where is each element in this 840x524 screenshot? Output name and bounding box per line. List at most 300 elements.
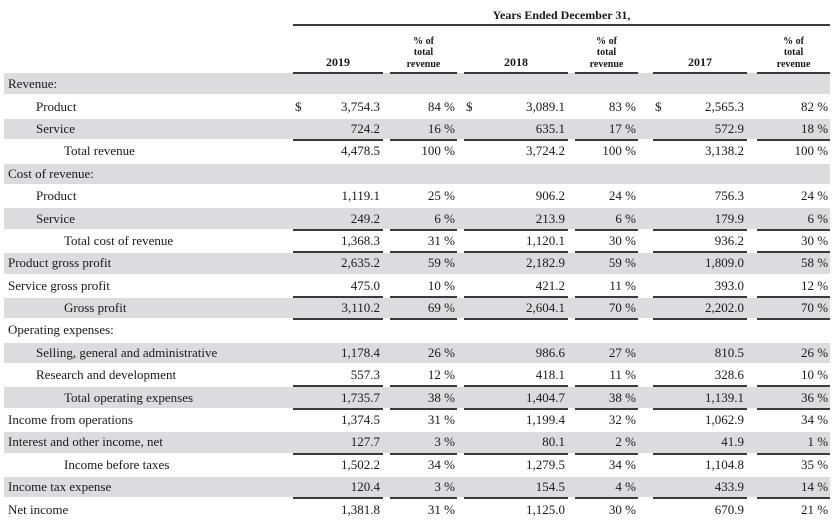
income-statement-table [4, 8, 830, 522]
col-gap [457, 230, 464, 252]
table-row [4, 140, 830, 162]
percent-cell [757, 163, 830, 185]
value-text: 557.3 [350, 367, 380, 383]
col-gap [383, 275, 390, 297]
pct-header-line: revenue [776, 58, 811, 70]
table-row [4, 319, 830, 341]
col-gap [747, 297, 757, 319]
col-gap [747, 163, 757, 185]
value-text: 1,120.1 [526, 232, 565, 248]
col-gap [568, 297, 575, 319]
percent-cell: 26 % [757, 342, 830, 364]
col-header-year-2018: 2018 [464, 25, 568, 73]
value-text: 249.2 [350, 210, 380, 226]
value-text: 3,110.2 [341, 300, 380, 316]
col-gap [638, 431, 653, 453]
value-cell [464, 409, 568, 431]
table-row [4, 230, 830, 252]
col-gap [457, 140, 464, 162]
col-gap [747, 454, 757, 476]
row-label [4, 431, 293, 453]
percent-cell: 34 % [801, 412, 829, 428]
percent-cell: 24 % [608, 188, 636, 204]
col-gap [568, 95, 575, 117]
value-cell [293, 275, 383, 297]
table-row [4, 498, 830, 520]
col-gap [638, 230, 653, 252]
value-text: 2,635.2 [341, 255, 380, 271]
percent-cell: 84 % [427, 98, 455, 114]
pct-header-line: % of [413, 35, 434, 47]
value-cell [293, 476, 383, 498]
value-cell [464, 297, 568, 319]
percent-cell: 31 % [427, 501, 455, 517]
row-label-text: Gross profit [64, 300, 127, 316]
value-text: 1,735.7 [341, 389, 380, 405]
row-label-text: Income tax expense [8, 479, 112, 495]
table-row [4, 454, 830, 476]
percent-cell: 69 % [390, 297, 457, 319]
col-gap [568, 409, 575, 431]
row-label-text: Selling, general and administrative [36, 344, 218, 360]
col-gap [457, 163, 464, 185]
row-label [4, 319, 293, 341]
percent-cell [390, 163, 457, 185]
value-text: 936.2 [714, 232, 744, 248]
value-cell [293, 342, 383, 364]
value-cell [293, 163, 383, 185]
table-row [4, 252, 830, 274]
value-cell [653, 297, 747, 319]
row-label [4, 163, 293, 185]
col-gap [568, 252, 575, 274]
row-label [4, 476, 293, 498]
value-text: 80.1 [542, 434, 565, 450]
value-text: 2,202.0 [705, 300, 744, 316]
table-title: Years Ended December 31, [293, 8, 830, 25]
value-cell [293, 297, 383, 319]
col-gap [747, 275, 757, 297]
col-gap [383, 230, 390, 252]
col-gap [568, 364, 575, 386]
row-label-text: Income from operations [8, 412, 133, 428]
col-gap [568, 386, 575, 408]
col-gap [383, 342, 390, 364]
col-gap [747, 409, 757, 431]
value-cell [653, 95, 747, 117]
col-gap [747, 230, 757, 252]
pct-header-line: total [413, 47, 434, 58]
col-gap [747, 498, 757, 520]
col-gap [383, 454, 390, 476]
percent-cell: 26 % [390, 342, 457, 364]
value-text: 3,754.3 [341, 98, 380, 114]
value-text: 179.9 [714, 210, 744, 226]
col-gap [638, 95, 653, 117]
value-text: 1,374.5 [341, 412, 380, 428]
value-cell [653, 275, 747, 297]
col-header-pct-2017 [757, 25, 830, 73]
col-gap [638, 163, 653, 185]
percent-cell: 100 % [602, 143, 636, 159]
value-text: 3,138.2 [705, 143, 744, 159]
col-gap [457, 73, 464, 95]
value-text: 475.0 [350, 277, 380, 293]
percent-cell: 100 % [421, 143, 455, 159]
table-row [4, 73, 830, 95]
col-gap [638, 498, 653, 520]
col-gap [457, 342, 464, 364]
value-text: 1,279.5 [526, 456, 565, 472]
percent-cell: 38 % [575, 386, 638, 408]
col-gap [638, 73, 653, 95]
value-text: 1,809.0 [705, 255, 744, 271]
value-cell [653, 207, 747, 229]
col-gap [638, 207, 653, 229]
percent-cell: 18 % [757, 118, 830, 140]
value-cell [293, 230, 383, 252]
row-label-text: Product gross profit [8, 255, 112, 271]
row-label [4, 73, 293, 95]
percent-cell [390, 319, 457, 341]
col-gap [383, 386, 390, 408]
col-gap [568, 431, 575, 453]
col-gap [747, 73, 757, 95]
table-row [4, 297, 830, 319]
col-gap [638, 118, 653, 140]
row-label-text: Income before taxes [64, 456, 170, 472]
pct-header-line: revenue [406, 58, 441, 70]
row-label [4, 498, 293, 520]
value-cell [653, 140, 747, 162]
table-row [4, 275, 830, 297]
value-cell [464, 252, 568, 274]
col-gap [568, 275, 575, 297]
percent-cell: 10 % [390, 275, 457, 297]
percent-cell: 3 % [390, 431, 457, 453]
value-text: 986.6 [535, 344, 565, 360]
column-header-row [4, 25, 830, 73]
col-gap [383, 409, 390, 431]
percent-cell: 24 % [801, 188, 829, 204]
percent-cell: 10 % [757, 364, 830, 386]
col-gap [568, 73, 575, 95]
value-cell [293, 73, 383, 95]
value-cell [653, 386, 747, 408]
col-gap [568, 342, 575, 364]
value-text: 328.6 [714, 367, 744, 383]
col-gap [457, 252, 464, 274]
value-text: 1,381.8 [341, 501, 380, 517]
row-label [4, 364, 293, 386]
percent-cell: 32 % [608, 412, 636, 428]
percent-cell: 59 % [390, 252, 457, 274]
col-gap [638, 297, 653, 319]
col-gap [457, 275, 464, 297]
col-gap [638, 386, 653, 408]
value-cell [464, 454, 568, 476]
col-header-year-2017: 2017 [653, 25, 747, 73]
value-cell [653, 476, 747, 498]
row-label [4, 118, 293, 140]
value-text: 1,368.3 [341, 232, 380, 248]
value-cell [464, 476, 568, 498]
percent-cell: 35 % [801, 456, 829, 472]
percent-cell [390, 73, 457, 95]
col-gap [568, 207, 575, 229]
col-gap [747, 252, 757, 274]
value-text: 1,178.4 [341, 344, 380, 360]
col-gap [747, 431, 757, 453]
value-cell [464, 185, 568, 207]
row-label [4, 409, 293, 431]
value-text: 127.7 [350, 434, 380, 450]
col-gap [457, 185, 464, 207]
value-text: 418.1 [535, 367, 565, 383]
col-gap [638, 409, 653, 431]
table-row [4, 364, 830, 386]
row-label-text: Service [36, 210, 75, 226]
col-gap [747, 342, 757, 364]
value-cell [464, 431, 568, 453]
value-cell [464, 163, 568, 185]
value-cell [293, 95, 383, 117]
percent-cell: 83 % [608, 98, 636, 114]
percent-cell: 4 % [575, 476, 638, 498]
col-gap [383, 431, 390, 453]
percent-cell: 11 % [575, 275, 638, 297]
percent-cell [575, 163, 638, 185]
row-label-text: Research and development [36, 367, 177, 383]
col-gap [383, 95, 390, 117]
percent-cell: 34 % [427, 456, 455, 472]
row-label-text: Revenue: [8, 75, 58, 91]
value-cell [293, 185, 383, 207]
value-cell [653, 364, 747, 386]
col-gap [747, 185, 757, 207]
col-gap [747, 95, 757, 117]
col-gap [638, 476, 653, 498]
table-row [4, 386, 830, 408]
percent-cell: 6 % [390, 207, 457, 229]
value-cell [464, 319, 568, 341]
row-label [4, 95, 293, 117]
percent-cell: 12 % [390, 364, 457, 386]
percent-cell: 14 % [757, 476, 830, 498]
row-label-text: Service [36, 120, 75, 136]
col-gap [383, 25, 390, 73]
value-cell [293, 454, 383, 476]
pct-header-line: total [783, 47, 804, 58]
col-gap [457, 25, 464, 73]
col-header-pct-2018 [575, 25, 638, 73]
value-cell [464, 95, 568, 117]
value-cell [653, 73, 747, 95]
percent-cell: 31 % [390, 230, 457, 252]
col-gap [638, 25, 653, 73]
value-text: 724.2 [350, 120, 380, 136]
pct-header-line: total [596, 47, 617, 58]
col-gap [457, 431, 464, 453]
col-gap [383, 185, 390, 207]
col-gap [638, 319, 653, 341]
percent-cell: 17 % [575, 118, 638, 140]
value-text: 1,404.7 [526, 389, 565, 405]
value-text: 756.3 [714, 188, 744, 204]
row-label-text: Operating expenses: [8, 322, 114, 338]
col-gap [457, 364, 464, 386]
value-text: 2,182.9 [526, 255, 565, 271]
value-text: 810.5 [714, 344, 744, 360]
value-text: 433.9 [714, 479, 744, 495]
percent-cell [575, 73, 638, 95]
currency-symbol: $ [655, 98, 662, 114]
col-gap [568, 454, 575, 476]
percent-cell: 25 % [427, 188, 455, 204]
col-gap [383, 319, 390, 341]
value-cell [464, 364, 568, 386]
value-text: 906.2 [535, 188, 565, 204]
col-gap [747, 319, 757, 341]
col-gap [457, 454, 464, 476]
col-gap [568, 476, 575, 498]
header-spacer [4, 8, 293, 25]
col-gap [747, 207, 757, 229]
percent-cell: 70 % [757, 297, 830, 319]
value-text: 2,604.1 [526, 300, 565, 316]
value-cell [653, 454, 747, 476]
col-gap [568, 163, 575, 185]
table-row [4, 207, 830, 229]
row-label-text: Product [36, 188, 77, 204]
table-row [4, 95, 830, 117]
col-gap [383, 207, 390, 229]
value-cell [653, 431, 747, 453]
percent-cell [575, 319, 638, 341]
row-label [4, 454, 293, 476]
value-cell [653, 230, 747, 252]
col-gap [457, 95, 464, 117]
value-text: 120.4 [350, 479, 380, 495]
col-gap [747, 364, 757, 386]
col-gap [638, 252, 653, 274]
currency-symbol: $ [295, 98, 302, 114]
row-label [4, 386, 293, 408]
row-label-text: Net income [8, 501, 69, 517]
row-label [4, 252, 293, 274]
value-text: 572.9 [714, 120, 744, 136]
table-row [4, 342, 830, 364]
col-gap [457, 476, 464, 498]
percent-cell: 1 % [757, 431, 830, 453]
value-text: 421.2 [535, 277, 565, 293]
col-header-pct-2019 [390, 25, 457, 73]
value-cell [464, 342, 568, 364]
value-cell [293, 319, 383, 341]
col-gap [383, 163, 390, 185]
row-label [4, 275, 293, 297]
percent-cell: 100 % [794, 143, 829, 159]
percent-cell: 11 % [575, 364, 638, 386]
col-gap [638, 454, 653, 476]
table-row [4, 476, 830, 498]
value-text: 1,199.4 [526, 412, 565, 428]
row-label-text: Total cost of revenue [64, 232, 174, 248]
value-cell [464, 386, 568, 408]
table-row [4, 409, 830, 431]
value-cell [653, 319, 747, 341]
percent-cell: 31 % [427, 412, 455, 428]
col-gap [747, 140, 757, 162]
col-gap [457, 118, 464, 140]
value-cell [293, 498, 383, 520]
value-cell [464, 140, 568, 162]
col-gap [747, 25, 757, 73]
table-row [4, 163, 830, 185]
col-gap [383, 364, 390, 386]
col-gap [383, 73, 390, 95]
percent-cell: 82 % [801, 98, 829, 114]
value-cell [653, 342, 747, 364]
pct-header-line: revenue [589, 58, 624, 70]
value-cell [464, 207, 568, 229]
percent-cell: 34 % [608, 456, 636, 472]
value-text: 41.9 [721, 434, 744, 450]
percent-cell: 6 % [757, 207, 830, 229]
value-cell [293, 364, 383, 386]
col-gap [568, 118, 575, 140]
col-gap [747, 118, 757, 140]
col-gap [568, 230, 575, 252]
row-label-text: Total revenue [64, 143, 135, 159]
col-gap [638, 275, 653, 297]
pct-header-line: % of [783, 35, 804, 47]
value-text: 1,125.0 [526, 501, 565, 517]
col-gap [568, 498, 575, 520]
value-cell [293, 207, 383, 229]
percent-cell: 30 % [575, 230, 638, 252]
col-gap [383, 476, 390, 498]
value-cell [293, 409, 383, 431]
value-text: 1,062.9 [705, 412, 744, 428]
row-label-text: Product [36, 98, 77, 114]
value-cell [464, 275, 568, 297]
table-row [4, 185, 830, 207]
value-text: 4,478.5 [341, 143, 380, 159]
percent-cell: 6 % [575, 207, 638, 229]
percent-cell [757, 319, 830, 341]
percent-cell: 3 % [390, 476, 457, 498]
percent-cell: 27 % [575, 342, 638, 364]
col-gap [457, 409, 464, 431]
percent-cell: 58 % [757, 252, 830, 274]
value-text: 393.0 [714, 277, 744, 293]
value-cell [653, 163, 747, 185]
col-gap [457, 319, 464, 341]
table-row [4, 118, 830, 140]
value-text: 670.9 [714, 501, 744, 517]
pct-header-line: % of [596, 35, 617, 47]
row-label-text: Service gross profit [8, 277, 110, 293]
col-gap [457, 207, 464, 229]
col-gap [383, 498, 390, 520]
row-label [4, 207, 293, 229]
value-text: 154.5 [535, 479, 565, 495]
col-header-year-2019: 2019 [293, 25, 383, 73]
percent-cell: 38 % [390, 386, 457, 408]
value-text: 1,139.1 [705, 389, 744, 405]
row-label [4, 230, 293, 252]
